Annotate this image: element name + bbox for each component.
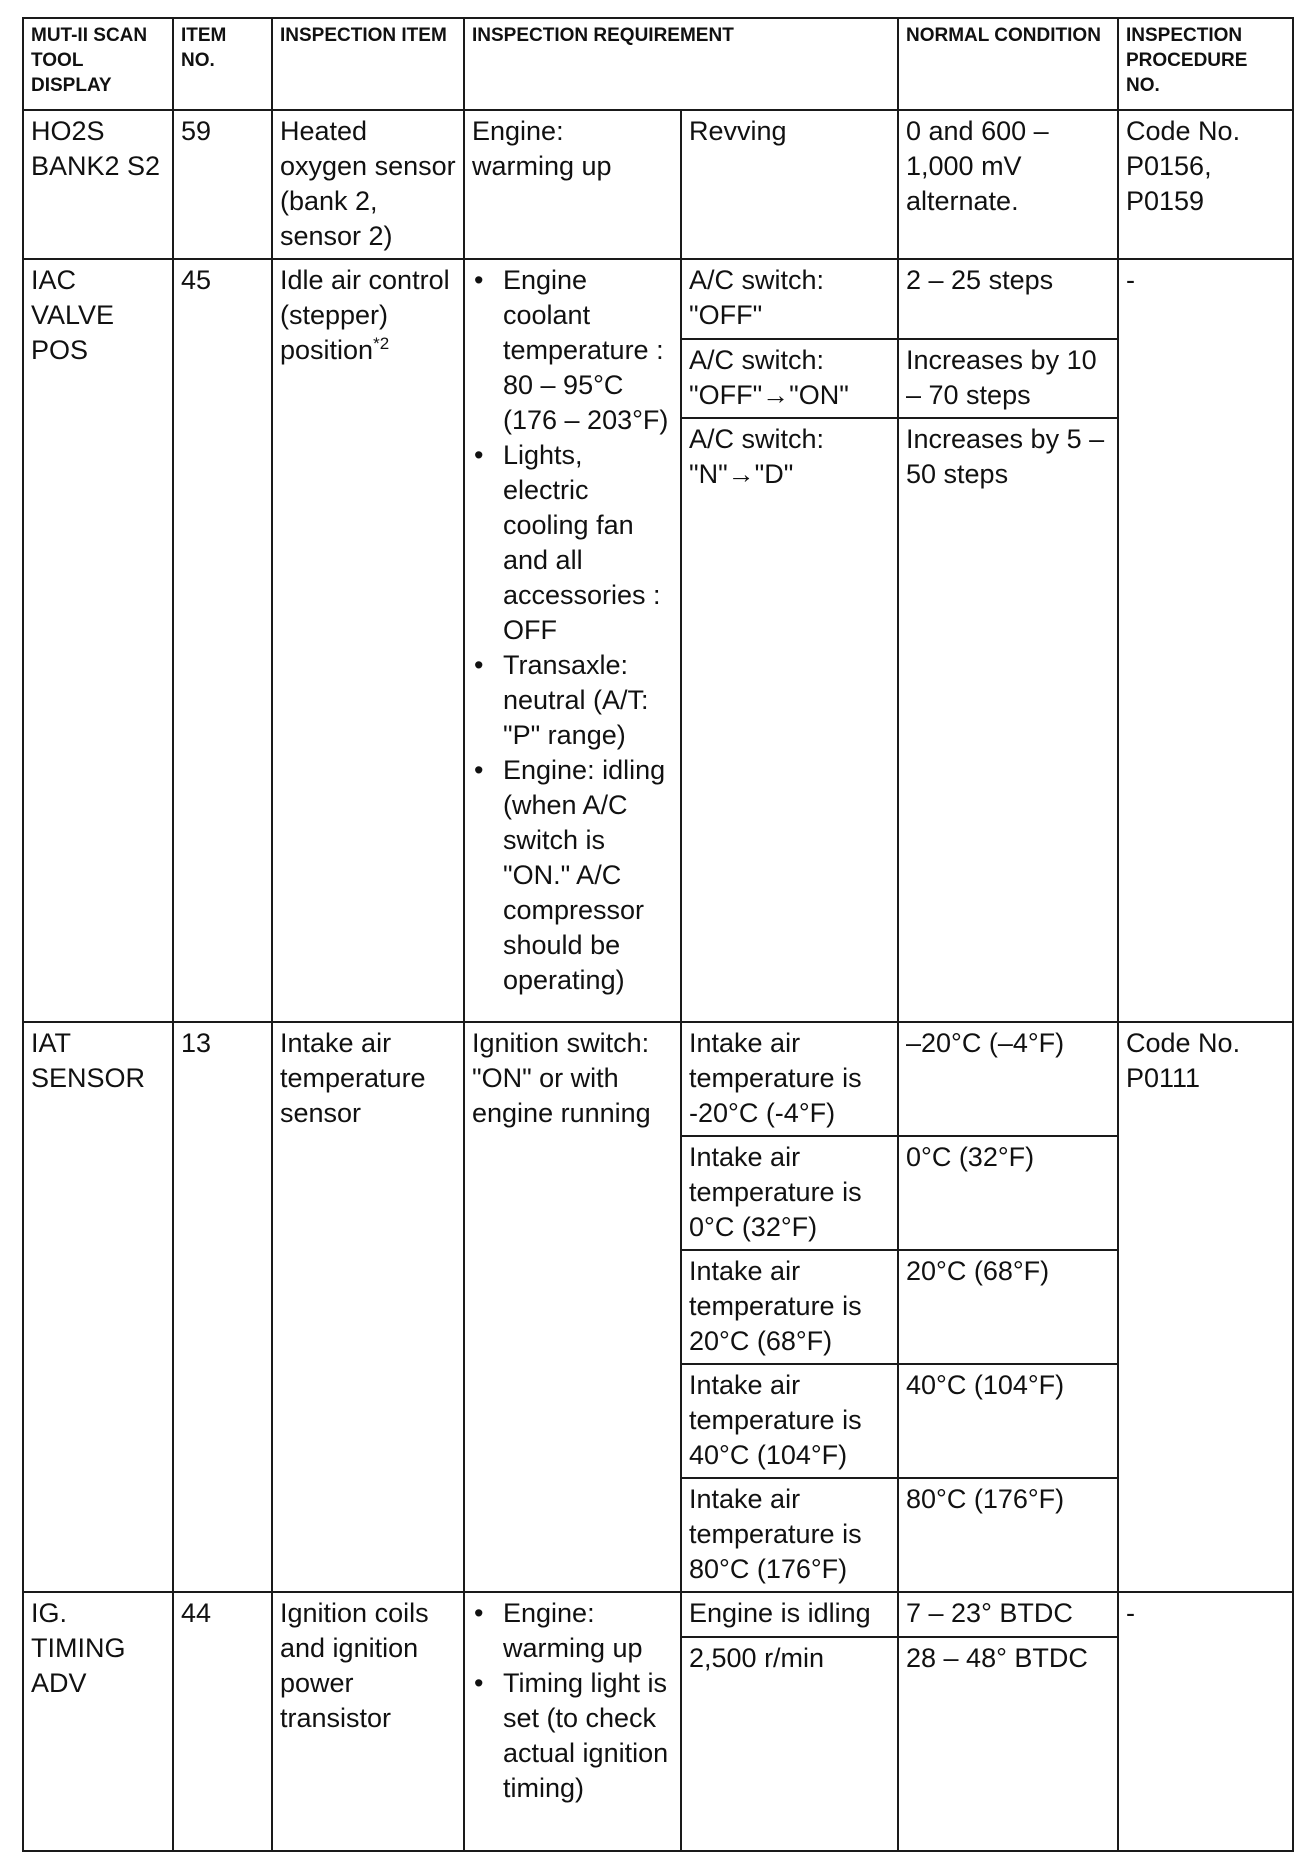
cell-normal-condition: 20°C (68°F) — [898, 1250, 1118, 1364]
header-inspection-item: INSPECTION ITEM — [272, 18, 464, 110]
list-item: • Timing light is set (to check actual ignition timing) — [472, 1666, 673, 1806]
list-item: • Engine coolant temperature : 80 – 95°C (176 – 203°F) — [472, 263, 673, 438]
cell-normal-condition: 28 – 48° BTDC — [898, 1637, 1118, 1851]
cell-inspection-item: Heated oxygen sensor (bank 2, sensor 2) — [272, 110, 464, 259]
cell-condition: A/C switch: "OFF" — [681, 259, 898, 339]
cell-requirement: Ignition switch: "ON" or with engine running — [464, 1022, 681, 1592]
cell-normal-condition: 80°C (176°F) — [898, 1478, 1118, 1592]
cell-display: IAT SENSOR — [23, 1022, 173, 1592]
footnote-marker: *2 — [373, 334, 390, 353]
table-row — [23, 1592, 1293, 1637]
header-normal-condition: NORMAL CONDITION — [898, 18, 1118, 110]
cell-condition: Intake air temperature is 80°C (176°F) — [681, 1478, 898, 1592]
cell-procedure-no: Code No. P0156, P0159 — [1118, 110, 1293, 259]
cell-condition: Intake air temperature is 0°C (32°F) — [681, 1136, 898, 1250]
table-row — [23, 1022, 1293, 1136]
cell-normal-condition: 0 and 600 – 1,000 mV alternate. — [898, 110, 1118, 259]
cell-procedure-no: Code No. P0111 — [1118, 1022, 1293, 1592]
cell-requirement — [464, 259, 681, 1022]
cell-inspection-item: Intake air temperature sensor — [272, 1022, 464, 1592]
list-item: • Lights, electric cooling fan and all accessories : OFF — [472, 438, 673, 648]
cell-condition: Intake air temperature is 20°C (68°F) — [681, 1250, 898, 1364]
header-row — [23, 18, 1293, 110]
cell-normal-condition: 2 – 25 steps — [898, 259, 1118, 339]
cell-normal-condition: 40°C (104°F) — [898, 1364, 1118, 1478]
list-item: • Engine: warming up — [472, 1596, 673, 1666]
cell-item-no: 13 — [173, 1022, 272, 1592]
list-item: • Engine: idling (when A/C switch is "ON." A/C compressor should be operating) — [472, 753, 673, 998]
cell-item-no: 59 — [173, 110, 272, 259]
cell-display: IG. TIMING ADV — [23, 1592, 173, 1851]
cell-condition: A/C switch: "OFF"→"ON" — [681, 339, 898, 418]
header-procedure-no: INSPECTION PROCEDURE NO. — [1118, 18, 1293, 110]
inspection-item-text: Idle air control (stepper) position — [280, 265, 450, 365]
list-item: • Transaxle: neutral (A/T: "P" range) — [472, 648, 673, 753]
requirement-list — [472, 263, 673, 998]
inspection-table — [22, 17, 1294, 1852]
header-inspection-requirement: INSPECTION REQUIREMENT — [464, 18, 898, 110]
requirement-list — [472, 1596, 673, 1806]
header-display: MUT-II SCAN TOOL DISPLAY — [23, 18, 173, 110]
cell-condition: Engine is idling — [681, 1592, 898, 1637]
cell-condition: Intake air temperature is -20°C (-4°F) — [681, 1022, 898, 1136]
cell-inspection-item — [272, 259, 464, 1022]
cell-condition: A/C switch: "N"→"D" — [681, 418, 898, 1022]
cell-normal-condition: 0°C (32°F) — [898, 1136, 1118, 1250]
cell-requirement — [464, 1592, 681, 1851]
table-row — [23, 110, 1293, 259]
cell-item-no: 45 — [173, 259, 272, 1022]
cell-procedure-no: - — [1118, 259, 1293, 1022]
header-item-no: ITEM NO. — [173, 18, 272, 110]
inspection-table-page — [22, 17, 1294, 1852]
cell-normal-condition: Increases by 5 – 50 steps — [898, 418, 1118, 1022]
cell-condition: Intake air temperature is 40°C (104°F) — [681, 1364, 898, 1478]
cell-condition: Revving — [681, 110, 898, 259]
table-row — [23, 259, 1293, 339]
cell-item-no: 44 — [173, 1592, 272, 1851]
cell-normal-condition: 7 – 23° BTDC — [898, 1592, 1118, 1637]
cell-inspection-item: Ignition coils and ignition power transistor — [272, 1592, 464, 1851]
cell-requirement: Engine: warming up — [464, 110, 681, 259]
cell-normal-condition: –20°C (–4°F) — [898, 1022, 1118, 1136]
cell-display: IAC VALVE POS — [23, 259, 173, 1022]
cell-condition: 2,500 r/min — [681, 1637, 898, 1851]
cell-normal-condition: Increases by 10 – 70 steps — [898, 339, 1118, 418]
cell-display: HO2S BANK2 S2 — [23, 110, 173, 259]
cell-procedure-no: - — [1118, 1592, 1293, 1851]
